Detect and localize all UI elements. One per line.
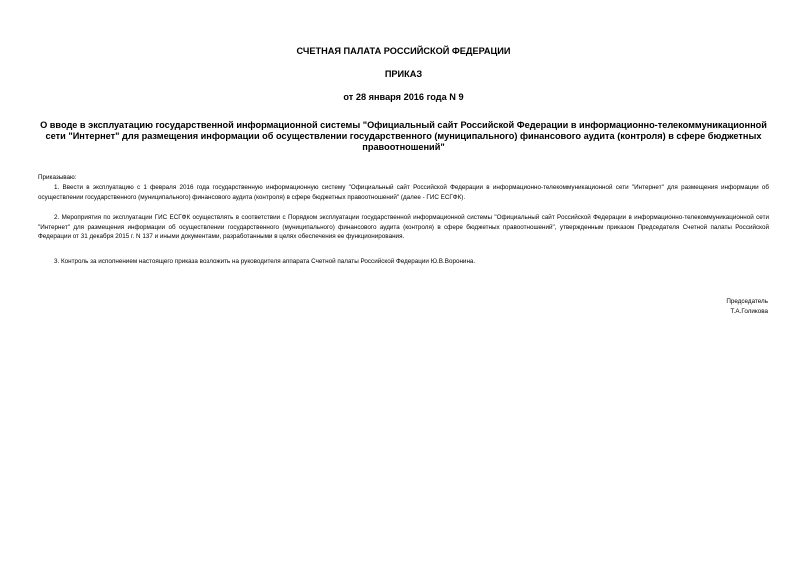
document-type: ПРИКАЗ [384,69,423,79]
order-intro: Приказываю: [38,174,77,181]
signature-block [726,297,768,317]
signer-position: Председатель [726,298,768,305]
order-paragraph-1: 1. Ввести в эксплуатацию с 1 февраля 2016 года государственную информационную систему "Официальный сайт Российской Федерации в информационно-телекоммуникационной сети "Интернет" для размещения информации об осуществлении государственного (муниципального) финансового аудита (контроля) в сфере бюджетных правоотношений" (далее - ГИС ЕСГФК). [38,184,769,201]
order-paragraph-3: 3. Контроль за исполнением настоящего приказа возложить на руководителя аппарата Счетной палаты Российской Федерации Ю.В.Воронина. [54,258,476,265]
document-date-number: от 28 января 2016 года N 9 [343,92,464,102]
order-paragraph-2: 2. Мероприятия по эксплуатации ГИС ЕСГФК осуществлять в соответствии с Порядком эксплуатации государственной информационной системы "Официальный сайт Российской Федерации в информационно-телекоммуникационной сети "Интернет" для размещения информации об осуществлении государственного (муниципального) финансового аудита (контроля) в сфере бюджетных правоотношений", утвержденным приказом Председателя Счетной палаты Российской Федерации от 31 декабря 2015 г. N 137 и иными документами, разработанными в целях обеспечения ее функционирования. [38,214,769,241]
document-subject: О вводе в эксплуатацию государственной информационной системы "Официальный сайт Российской Федерации в информационно-телекоммуникационной сети "Интернет" для размещения информации об осуществлении государственного (муниципального) финансового аудита (контроля) в сфере бюджетных правоотношений" [40,120,767,152]
organization-title: СЧЕТНАЯ ПАЛАТА РОССИЙСКОЙ ФЕДЕРАЦИИ [296,46,511,56]
signer-name: Т.А.Голикова [730,308,768,315]
